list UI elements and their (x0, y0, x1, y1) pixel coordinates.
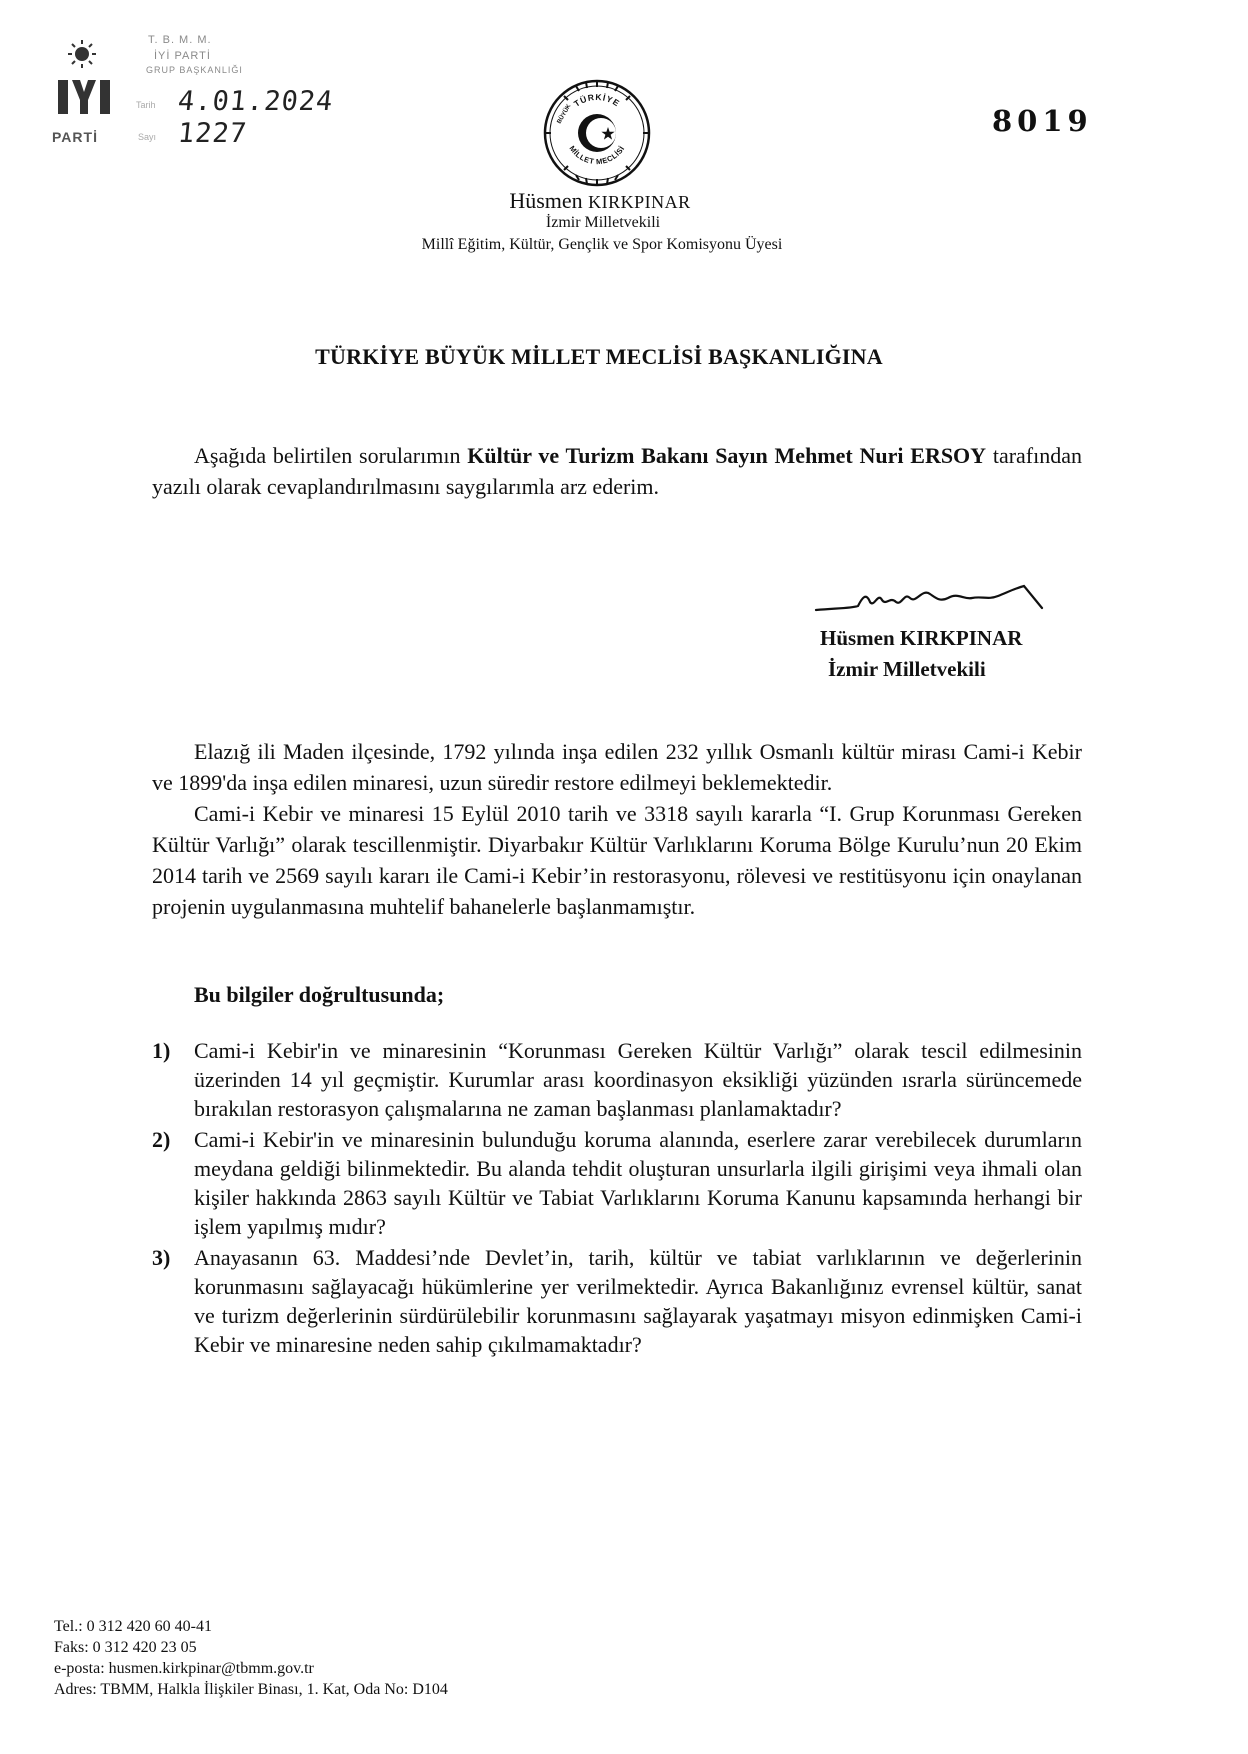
letterhead-first-name: Hüsmen (509, 188, 583, 213)
intro-paragraph (152, 440, 1082, 502)
body-paragraph-1: Elazığ ili Maden ilçesinde, 1792 yılında inşa edilen 232 yıllık Osmanlı kültür mirası Cami-i Kebir ve 1899'da inşa edilen minaresi, uzun süredir restore edilmeyi beklemektedir. (152, 739, 1082, 795)
addressee: TÜRKİYE BÜYÜK MİLLET MECLİSİ BAŞKANLIĞINA (315, 344, 883, 369)
question-number: 2) (152, 1127, 171, 1152)
document-number: 8019 (992, 104, 1093, 138)
letterhead-title: İzmir Milletvekili (545, 214, 661, 231)
stamp-number-label: Sayı (138, 132, 157, 142)
footer-email[interactable]: e-posta: husmen.kirkpinar@tbmm.gov.tr (54, 1660, 314, 1677)
svg-text:PARTİ: PARTİ (52, 129, 98, 145)
question-number: 1) (152, 1038, 171, 1063)
intro-text-1: Aşağıda belirtilen sorularımın (194, 443, 468, 468)
question-number: 3) (152, 1245, 171, 1270)
list-item (152, 1036, 1082, 1123)
body-paragraph-2: Cami-i Kebir ve minaresi 15 Eylül 2010 tarih ve 3318 sayılı kararla “I. Grup Korunması Gereken Kültür Varlığı” olarak tescillenmiştir. Diyarbakır Kültür Varlıklarını Koruma Bölge Kurulu’nun 20 Ekim 2014 tarih ve 2569 sayılı kararı ile Cami-i Kebir’in restorasyonu, rölevesi ve restitüsyonu için onaylanan projenin uygulanmasına muhtelif bahanelerle başlanmamıştır. (152, 801, 1082, 919)
list-item (152, 1125, 1082, 1241)
seal-top-text: TÜRKİYE (571, 91, 622, 109)
letterhead-role: Millî Eğitim, Kültür, Gençlik ve Spor Komisyonu Üyesi (421, 236, 783, 253)
signature-block (820, 578, 1120, 685)
list-item (152, 1243, 1082, 1359)
signature-name: Hüsmen KIRKPINAR (820, 626, 1023, 650)
svg-text:TÜRKİYE (572, 92, 622, 109)
letterhead-name (0, 188, 1200, 214)
question-text: Anayasanın 63. Maddesi’nde Devlet’in, tarih, kültür ve tabiat varlıklarının ve değerlerinin korunmasını sağlayacağı hükümlerine yer verilmektedir. Ayrıca Bakanlığınız evrensel kültür, sanat ve turizm değerlerinin sürdürülebilir korunmasını sağlayarak yaşatmayı misyon edinmişken Cami-i Kebir ve minaresine neden sahip çıkılmamaktadır? (194, 1245, 1082, 1357)
stamp-line-3: GRUP BAŞKANLIĞI (146, 65, 243, 75)
questions-heading: Bu bilgiler doğrultusunda; (194, 982, 445, 1007)
stamp-date-label: Tarih (136, 100, 156, 110)
received-stamp (50, 30, 350, 160)
letterhead-last-name: KIRKPINAR (588, 192, 691, 212)
intro-minister: Kültür ve Turizm Bakanı Sayın Mehmet Nuri ERSOY (467, 443, 987, 468)
tbmm-seal (542, 78, 652, 188)
signature-title: İzmir Milletvekili (828, 657, 986, 681)
footer-fax: Faks: 0 312 420 23 05 (54, 1639, 197, 1656)
footer-address: Adres: TBMM, Halkla İlişkiler Binası, 1. Kat, Oda No: D104 (54, 1681, 448, 1698)
stamp-line-2: İYİ PARTİ (154, 50, 211, 62)
footer-phone: Tel.: 0 312 420 60 40-41 (54, 1618, 212, 1635)
stamp-line-1: T. B. M. M. (148, 34, 212, 46)
iyi-parti-logo (50, 38, 114, 158)
seal-bottom-text: MİLLET MECLİSİ (567, 144, 627, 167)
handwritten-signature (812, 578, 1072, 618)
question-text: Cami-i Kebir'in ve minaresinin bulunduğu koruma alanında, eserlere zarar verebilecek durumların meydana geldiği bilinmektedir. Bu alanda tehdit oluşturan unsurlarla ilgili girişimi veya ihmali olan kişiler hakkında 2863 sayılı Kültür ve Tabiat Varlıklarını Koruma Kanunu kapsamında herhangi bir işlem yapılmış mıdır? (194, 1127, 1082, 1239)
stamp-date-value: 4.01.2024 (176, 86, 335, 117)
intro-text-2: tarafından yazılı olarak cevaplandırılmasını saygılarımla arz ederim. (152, 443, 1083, 499)
question-text: Cami-i Kebir'in ve minaresinin “Korunması Gereken Kültür Varlığı” olarak tescil edilmesinin üzerinden 14 yıl geçmiştir. Kurumlar arası koordinasyon eksikliği yüzünden ısrarla sürüncemede bırakılan restorasyon çalışmalarına ne zaman başlanması planlamaktadır? (194, 1038, 1082, 1121)
stamp-number-value: 1227 (176, 118, 249, 149)
seal-left-text: BÜYÜK (556, 103, 573, 125)
questions-list (152, 1036, 1082, 1361)
contact-footer (54, 1616, 448, 1700)
